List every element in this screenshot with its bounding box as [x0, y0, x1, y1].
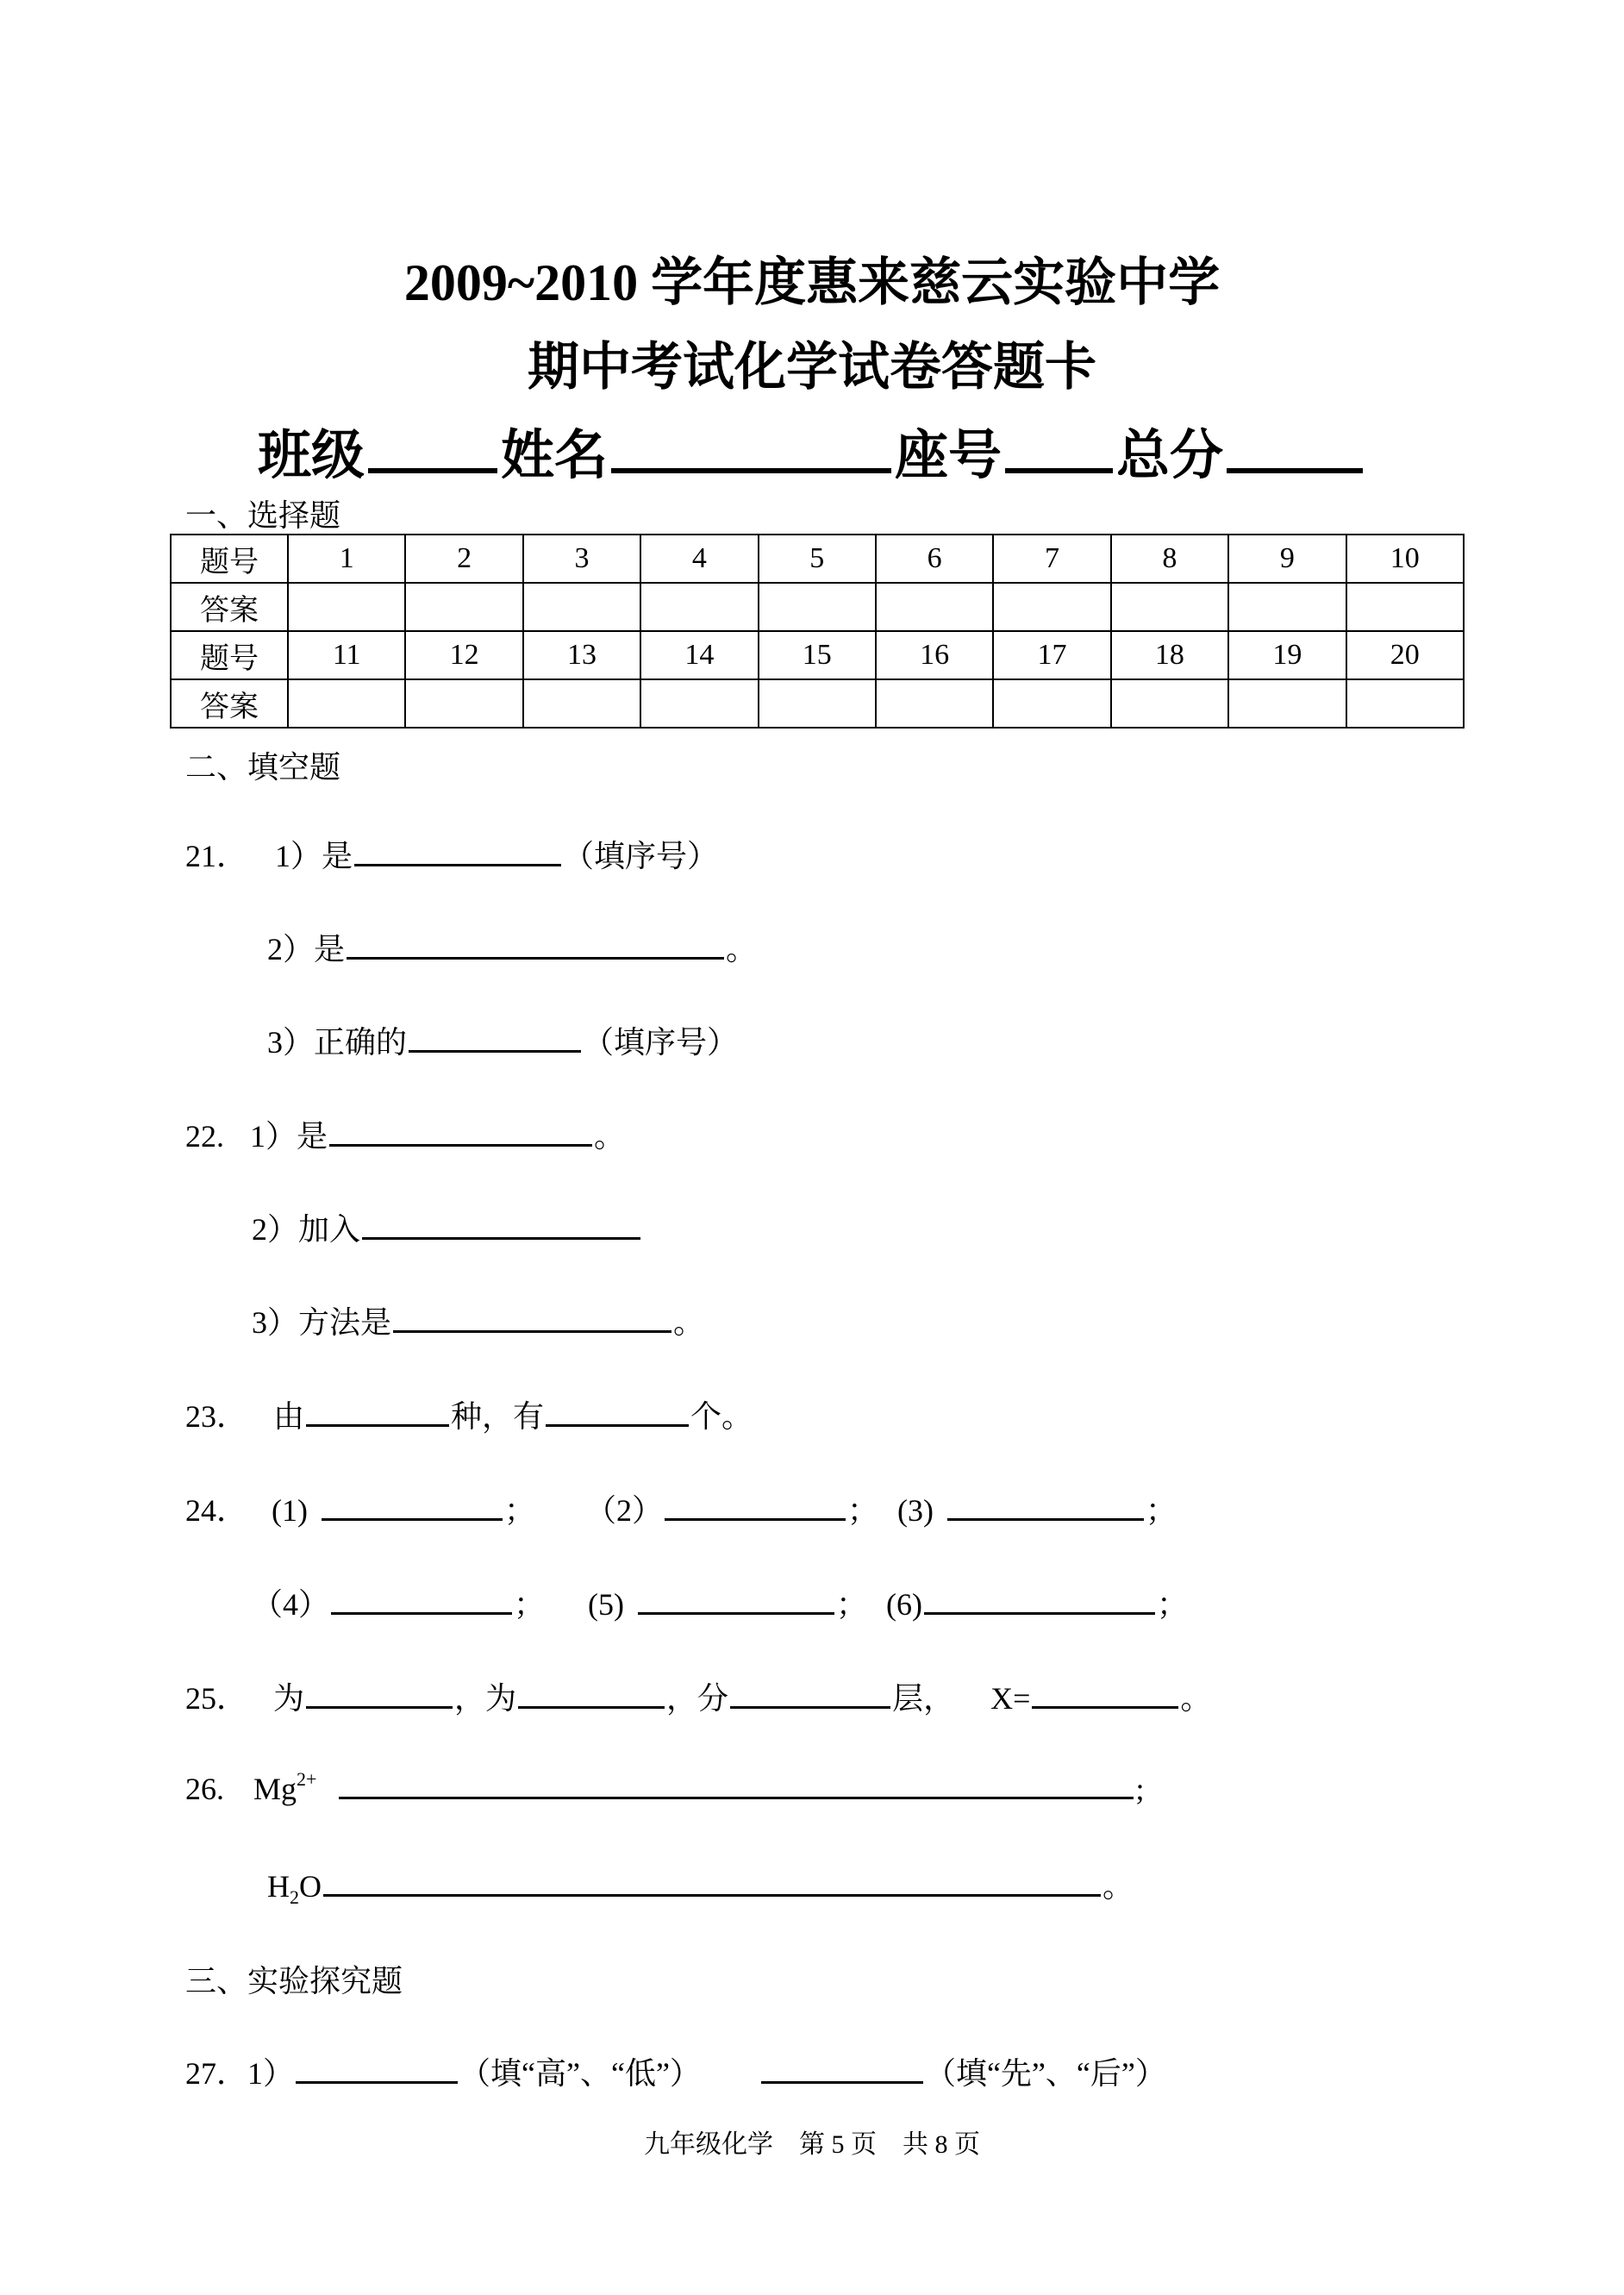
- q22-p3-label: 3）方法是: [252, 1305, 392, 1340]
- student-info-line: [0, 412, 1624, 489]
- question-number-cell: 5: [759, 535, 876, 583]
- answer-cell[interactable]: [640, 679, 758, 728]
- q26-mg-charge: 2+: [297, 1768, 317, 1790]
- answer-grid: [170, 534, 1465, 729]
- table-row: [171, 583, 1464, 631]
- q21-number: 21．: [185, 839, 248, 873]
- answer-cell[interactable]: [993, 679, 1110, 728]
- q24-item2-label: （2）: [585, 1493, 664, 1528]
- answer-cell[interactable]: [288, 583, 405, 631]
- q22-p2-blank[interactable]: [362, 1211, 640, 1240]
- question-number-cell: 11: [288, 631, 405, 679]
- q26-o-label: O: [299, 1869, 322, 1904]
- q26-h-subscript: 2: [290, 1886, 299, 1908]
- q22-p2-label: 2）加入: [252, 1212, 361, 1247]
- answer-cell[interactable]: [759, 583, 876, 631]
- question-number-cell: 13: [523, 631, 640, 679]
- answer-cell[interactable]: [876, 679, 993, 728]
- q21-p2-blank[interactable]: [347, 931, 724, 960]
- q22-part1: [185, 1112, 625, 1156]
- row-label-answer: 答案: [171, 583, 288, 631]
- q24-number: 24．: [185, 1493, 248, 1528]
- q23-text-b: 种，有: [451, 1399, 545, 1434]
- row-label-number: 题号: [171, 535, 288, 583]
- answer-cell[interactable]: [640, 583, 758, 631]
- table-row: [171, 679, 1464, 728]
- q24-item1-label: (1): [272, 1493, 308, 1528]
- section-2-heading: 二、填空题: [185, 750, 341, 785]
- q21-part2: [267, 925, 757, 969]
- answer-cell[interactable]: [759, 679, 876, 728]
- q23: [185, 1392, 753, 1436]
- question-number-cell: 3: [523, 535, 640, 583]
- title-line-1: 2009~2010 学年度惠来慈云实验中学: [403, 254, 1221, 311]
- answer-cell[interactable]: [523, 583, 640, 631]
- q27-note-a: （填“高”、“低”）: [459, 2056, 701, 2091]
- q24-sep: ；: [1146, 1493, 1177, 1528]
- q24-sep: ；: [1157, 1587, 1189, 1622]
- answer-cell[interactable]: [523, 679, 640, 728]
- q24-item1-blank[interactable]: [322, 1492, 503, 1521]
- q24-sep: ；: [836, 1587, 868, 1622]
- q25-blank-3[interactable]: [730, 1680, 890, 1709]
- q24-item4-blank[interactable]: [331, 1586, 512, 1615]
- question-number-cell: 14: [640, 631, 758, 679]
- q26-blank-2[interactable]: [323, 1868, 1101, 1897]
- question-number-cell: 4: [640, 535, 758, 583]
- question-number-cell: 1: [288, 535, 405, 583]
- q26-number: 26.: [185, 1772, 224, 1806]
- question-number-cell: 19: [1228, 631, 1346, 679]
- q24-sep: ；: [514, 1587, 546, 1622]
- question-number-cell: 16: [876, 631, 993, 679]
- q22-number: 22.: [185, 1119, 224, 1154]
- q24-item6-label: (6): [886, 1587, 923, 1622]
- q24-sep: ；: [504, 1493, 536, 1528]
- q21-p3-label: 3）正确的: [267, 1025, 408, 1060]
- q21-p1-note: （填序号）: [563, 839, 719, 873]
- answer-cell[interactable]: [1111, 679, 1228, 728]
- answer-cell[interactable]: [993, 583, 1110, 631]
- q25-number: 25．: [185, 1681, 248, 1716]
- score-label: 总分: [1116, 427, 1224, 485]
- row-label-answer: 答案: [171, 679, 288, 728]
- q25-text-e: X=: [990, 1681, 1031, 1716]
- answer-cell[interactable]: [288, 679, 405, 728]
- q22-part3: [252, 1298, 704, 1342]
- answer-cell[interactable]: [876, 583, 993, 631]
- title-line-2: 期中考试化学试卷答题卡: [528, 339, 1096, 396]
- q25: [185, 1674, 1211, 1718]
- q21-part1: [185, 832, 718, 876]
- answer-cell[interactable]: [405, 583, 522, 631]
- q27-blank-1[interactable]: [296, 2055, 458, 2084]
- q24-line1: [185, 1486, 1177, 1530]
- question-number-cell: 20: [1346, 631, 1464, 679]
- question-number-cell: 7: [993, 535, 1110, 583]
- table-row: [171, 631, 1464, 679]
- q26-h-label: H: [267, 1869, 290, 1904]
- answer-cell[interactable]: [405, 679, 522, 728]
- q21-p1-label: 1）是: [275, 839, 353, 873]
- question-number-cell: 18: [1111, 631, 1228, 679]
- q22-p3-blank[interactable]: [393, 1304, 671, 1333]
- name-label: 姓名: [500, 427, 608, 485]
- q24-item5-label: (5): [588, 1587, 625, 1622]
- answer-cell[interactable]: [1346, 583, 1464, 631]
- section-3-heading: 三、实验探究题: [185, 1964, 403, 1998]
- score-blank[interactable]: [1227, 422, 1363, 473]
- q26-end-2: 。: [1102, 1869, 1134, 1904]
- q22-p3-end: 。: [673, 1305, 705, 1340]
- answer-cell[interactable]: [1346, 679, 1464, 728]
- seat-label: 座号: [895, 427, 1003, 485]
- q27-blank-2[interactable]: [761, 2055, 923, 2084]
- q24-item6-blank[interactable]: [924, 1586, 1155, 1615]
- q24-item4-label: （4）: [252, 1587, 330, 1622]
- q24-item2-blank[interactable]: [665, 1492, 846, 1521]
- q21-part3: [267, 1018, 738, 1062]
- q25-text-b: ，为: [454, 1681, 517, 1716]
- q25-blank-2[interactable]: [518, 1680, 665, 1709]
- q22-p1-blank[interactable]: [329, 1118, 592, 1147]
- q23-blank-1[interactable]: [306, 1398, 449, 1427]
- q25-text-d: 层，: [892, 1681, 955, 1716]
- question-number-cell: 8: [1111, 535, 1228, 583]
- q24-line2: [252, 1580, 1188, 1624]
- q23-text-a: 由: [273, 1399, 305, 1434]
- answer-cell[interactable]: [1228, 583, 1346, 631]
- q21-p3-blank[interactable]: [409, 1024, 581, 1053]
- question-number-cell: 6: [876, 535, 993, 583]
- table-row: [171, 535, 1464, 583]
- q24-item5-blank[interactable]: [638, 1586, 834, 1615]
- q26-line2: [267, 1862, 1134, 1909]
- q25-text-f: 。: [1180, 1681, 1212, 1716]
- q24-item3-blank[interactable]: [947, 1492, 1144, 1521]
- q26-blank-1[interactable]: [339, 1771, 1134, 1799]
- question-number-cell: 17: [993, 631, 1110, 679]
- q25-text-c: ，分: [666, 1681, 729, 1716]
- q21-p1-blank[interactable]: [354, 838, 561, 866]
- q25-text-a: 为: [273, 1681, 305, 1716]
- q27: [185, 2049, 1166, 2093]
- q26-line1: [185, 1768, 1144, 1807]
- class-label: 班级: [257, 427, 365, 485]
- question-number-cell: 2: [405, 535, 522, 583]
- seat-blank[interactable]: [1005, 422, 1113, 473]
- q22-part2: [252, 1205, 642, 1249]
- answer-cell[interactable]: [1228, 679, 1346, 728]
- q21-p2-end: 。: [726, 932, 758, 966]
- q22-p1-label: 1）是: [250, 1119, 328, 1154]
- q27-number: 27．1）: [185, 2056, 295, 2091]
- q26-mg-label: Mg: [253, 1772, 297, 1806]
- class-blank[interactable]: [368, 422, 497, 473]
- q27-note-b: （填“先”、“后”）: [924, 2056, 1166, 2091]
- q24-sep: ；: [847, 1493, 879, 1528]
- name-blank[interactable]: [611, 422, 891, 473]
- question-number-cell: 15: [759, 631, 876, 679]
- q23-number: 23．: [185, 1399, 248, 1434]
- question-number-cell: 9: [1228, 535, 1346, 583]
- q26-end-1: ;: [1135, 1772, 1145, 1806]
- q24-item3-label: (3): [897, 1493, 934, 1528]
- answer-cell[interactable]: [1111, 583, 1228, 631]
- q25-blank-4[interactable]: [1032, 1680, 1178, 1709]
- q21-p3-note: （填序号）: [583, 1025, 739, 1060]
- section-1-heading: 一、选择题: [185, 498, 341, 533]
- q25-blank-1[interactable]: [306, 1680, 453, 1709]
- q23-text-c: 个。: [690, 1399, 753, 1434]
- row-label-number: 题号: [171, 631, 288, 679]
- page-footer: 九年级化学 第 5 页 共 8 页: [644, 2130, 980, 2159]
- q23-blank-2[interactable]: [546, 1398, 689, 1427]
- question-number-cell: 12: [405, 631, 522, 679]
- q21-p2-label: 2）是: [267, 932, 346, 966]
- q22-p1-end: 。: [594, 1119, 626, 1154]
- question-number-cell: 10: [1346, 535, 1464, 583]
